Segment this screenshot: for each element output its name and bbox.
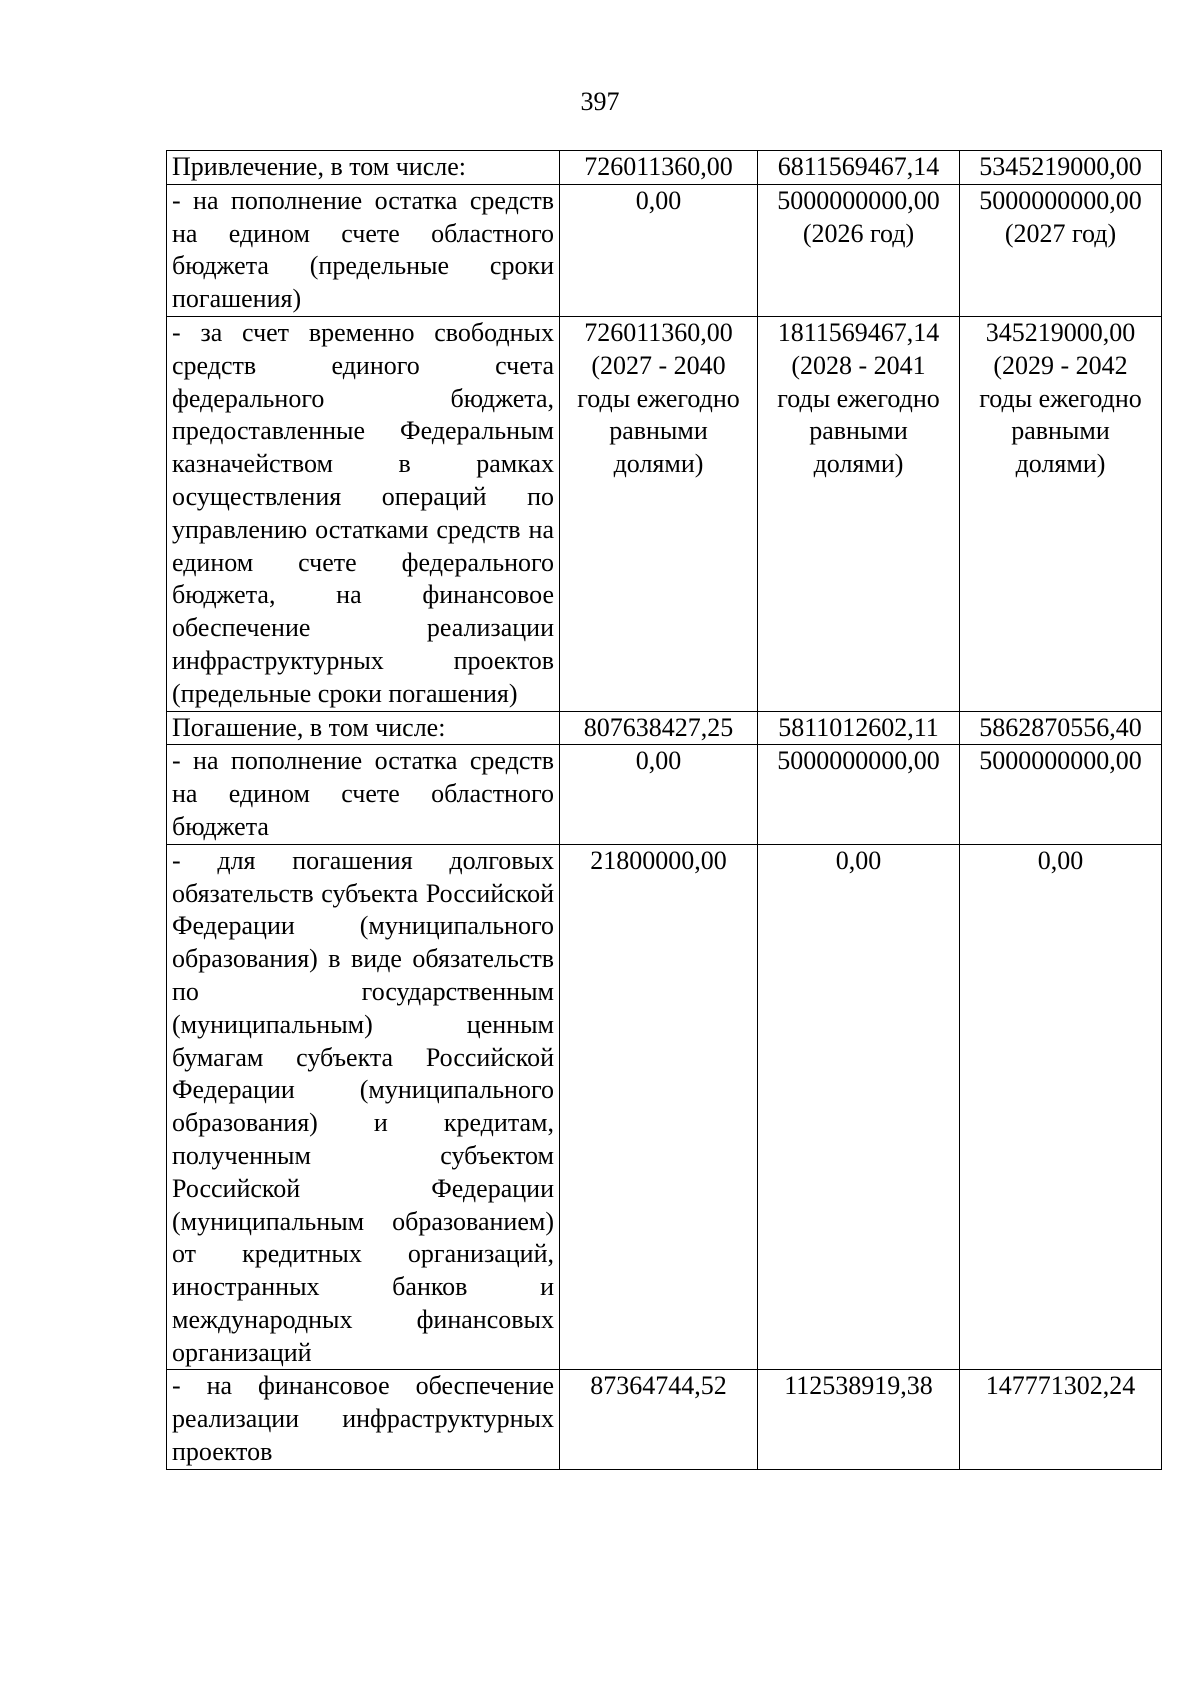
amount-value: 5000000000,00 — [979, 185, 1142, 215]
amount-value: 0,00 — [635, 185, 682, 215]
amount-note: годы ежегодно — [979, 383, 1142, 413]
amount-value: 0,00 — [835, 845, 882, 875]
value-cell — [758, 711, 960, 745]
page-number: 397 — [580, 87, 620, 116]
budget-table — [166, 150, 1162, 1470]
amount-note: долями) — [813, 449, 904, 479]
value-cell — [758, 1370, 960, 1469]
value-cell — [758, 184, 960, 316]
amount-value: 5862870556,40 — [979, 712, 1142, 742]
table-row — [167, 151, 1162, 185]
amount-value: 87364744,52 — [590, 1371, 727, 1401]
value-cell — [560, 844, 758, 1370]
amount-value: 112538919,38 — [784, 1371, 933, 1401]
row-label: - для погашения долговых обязательств субъекта Российской Федерации (муниципального образования) в виде обязательств по государственным (муниципальным) ценным бумагам субъекта Российской Федерации (муниципального образования) и кредитам, полученным субъектом Российской Федерации (муниципальным образованием) от кредитных организаций, иностранных банков и международных финансовых организаций — [167, 844, 560, 1370]
amount-value: 5345219000,00 — [979, 152, 1142, 181]
value-cell — [758, 151, 960, 185]
row-label: Погашение, в том числе: — [167, 711, 560, 745]
budget-table-body — [167, 151, 1162, 1470]
amount-value: 1811569467,14 — [777, 317, 940, 347]
amount-note: (2028 - 2041 — [791, 350, 926, 380]
table-row — [167, 745, 1162, 844]
row-label: - на финансовое обеспечение реализации инфраструктурных проектов — [167, 1370, 560, 1469]
amount-value: 0,00 — [635, 746, 682, 776]
amount-note: годы ежегодно — [777, 383, 940, 413]
value-cell — [960, 844, 1162, 1370]
value-cell — [758, 316, 960, 711]
amount-note: долями) — [1015, 449, 1106, 479]
value-cell — [560, 745, 758, 844]
amount-note: годы ежегодно — [577, 383, 740, 413]
amount-value: 6811569467,14 — [777, 152, 940, 181]
amount-value: 147771302,24 — [985, 1371, 1136, 1401]
amount-value: 726011360,00 — [584, 317, 733, 347]
amount-value: 5000000000,00 — [979, 746, 1142, 776]
value-cell — [560, 184, 758, 316]
amount-value: 0,00 — [1037, 845, 1084, 875]
table-row — [167, 316, 1162, 711]
value-cell — [960, 151, 1162, 185]
amount-note: равными — [809, 416, 908, 446]
amount-note: (2027 год) — [1004, 218, 1117, 248]
amount-note: равными — [609, 416, 708, 446]
value-cell — [960, 1370, 1162, 1469]
amount-note: (2027 - 2040 — [591, 350, 726, 380]
row-label: - на пополнение остатка средств на едином счете областного бюджета (предельные сроки погашения) — [167, 184, 560, 316]
value-cell — [560, 151, 758, 185]
value-cell — [560, 711, 758, 745]
amount-value: 21800000,00 — [590, 845, 727, 875]
amount-note: (2029 - 2042 — [993, 350, 1128, 380]
amount-value: 807638427,25 — [583, 712, 734, 742]
amount-note: долями) — [613, 449, 704, 479]
value-cell — [960, 184, 1162, 316]
value-cell — [960, 316, 1162, 711]
amount-value: 726011360,00 — [584, 152, 733, 181]
amount-note: равными — [1011, 416, 1110, 446]
row-label: Привлечение, в том числе: — [167, 151, 560, 185]
value-cell — [960, 711, 1162, 745]
row-label: - за счет временно свободных средств единого счета федерального бюджета, предоставленные Федеральным казначейством в рамках осуществления операций по управлению остатками средств на едином счете федерального бюджета, на финансовое обеспечение реализации инфраструктурных проектов (предельные сроки погашения) — [167, 316, 560, 711]
amount-value: 5000000000,00 — [777, 746, 940, 776]
table-row — [167, 844, 1162, 1370]
amount-value: 5000000000,00 — [777, 185, 940, 215]
amount-value: 345219000,00 — [985, 317, 1136, 347]
value-cell — [758, 844, 960, 1370]
amount-note: (2026 год) — [802, 218, 915, 248]
row-label: - на пополнение остатка средств на едином счете областного бюджета — [167, 745, 560, 844]
value-cell — [960, 745, 1162, 844]
table-row — [167, 184, 1162, 316]
value-cell — [560, 316, 758, 711]
amount-value: 5811012602,11 — [778, 712, 939, 742]
value-cell — [758, 745, 960, 844]
table-row — [167, 1370, 1162, 1469]
value-cell — [560, 1370, 758, 1469]
table-row — [167, 711, 1162, 745]
